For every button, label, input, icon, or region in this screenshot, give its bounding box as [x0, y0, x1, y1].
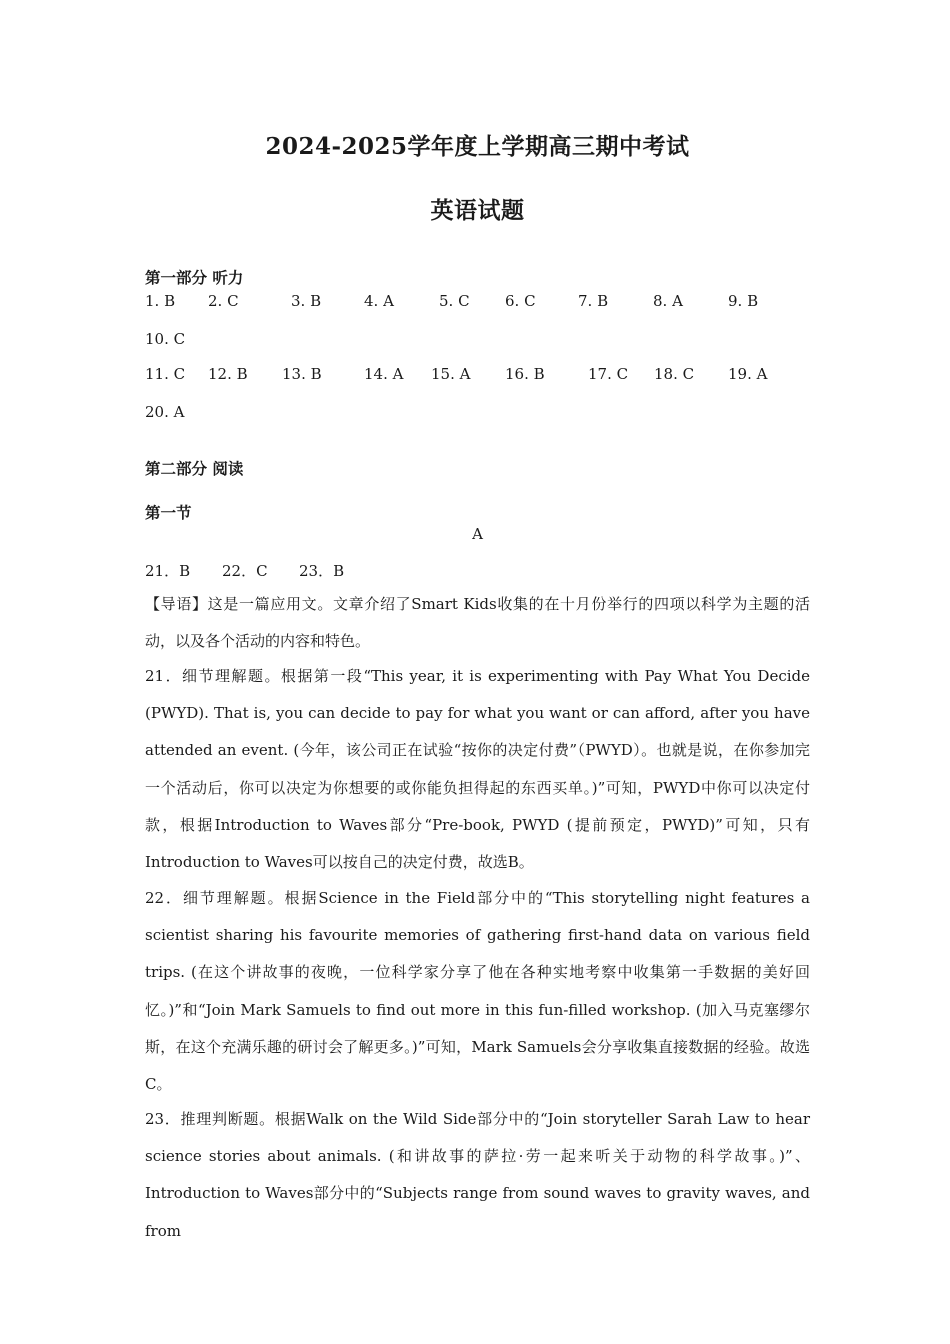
- intro-paragraph: 【导语】这是一篇应用文。文章介绍了Smart Kids收集的在十月份举行的四项以科学为主题的活动，以及各个活动的内容和特色。: [145, 595, 810, 651]
- answer-item: 11. C: [145, 365, 186, 383]
- answer-item: 12. B: [208, 365, 248, 383]
- answer-item: 15. A: [431, 365, 471, 383]
- answer-item: 21．B: [145, 562, 191, 580]
- document-title: 2024-2025学年度上学期高三期中考试: [265, 133, 690, 160]
- document-subtitle: 英语试题: [430, 197, 525, 224]
- answer-row: [145, 365, 810, 385]
- explanation-23: 23．推理判断题。根据Walk on the Wild Side部分中的“Join storyteller Sarah Law to hear science stories about animals. (和讲故事的萨拉·劳一起来听关于动物的科学故事。)”、Introduction to Waves部分中的“Subjects range from sound waves to gravity waves, and from: [145, 1110, 810, 1240]
- section1-heading: 第一节: [145, 504, 192, 522]
- answer-item: 1. B: [145, 292, 176, 310]
- answer-item: 5. C: [439, 292, 470, 310]
- answer-item: 9. B: [728, 292, 759, 310]
- part1-heading: 第一部分 听力: [145, 269, 244, 287]
- answer-item: 23．B: [299, 562, 345, 580]
- answer-item: 14. A: [364, 365, 404, 383]
- answer-item: 2. C: [208, 292, 239, 310]
- part2-heading: 第二部分 阅读: [145, 460, 244, 478]
- answer-item: 17. C: [588, 365, 629, 383]
- answer-row: [145, 560, 810, 580]
- answer-item: 10. C: [145, 330, 186, 348]
- answer-item: 8. A: [653, 292, 683, 310]
- answer-item: 16. B: [505, 365, 545, 383]
- answer-item: 3. B: [291, 292, 322, 310]
- answer-item: 19. A: [728, 365, 768, 383]
- answer-item: 4. A: [364, 292, 394, 310]
- answer-item: 13. B: [282, 365, 322, 383]
- answer-row: [145, 403, 810, 423]
- answer-row: [145, 292, 810, 312]
- passage-letter: A: [472, 525, 483, 543]
- explanation-21: 21．细节理解题。根据第一段“This year, it is experimenting with Pay What You Decide (PWYD). That is, you can decide to pay for what you want or can afford, after you have attended an event. (今年，该公司正在试验“按你的决定付费”（PWYD）。也就是说，在你参加完一个活动后，你可以决定为你想要的或你能负担得起的东西买单。)”可知，PWYD中你可以决定付款，根据Introduction to Waves部分“Pre-book, PWYD (提前预定，PWYD)”可知，只有Introduction to Waves可以按自己的决定付费，故选B。: [145, 667, 810, 872]
- answer-item: 18. C: [654, 365, 695, 383]
- answer-item: 20. A: [145, 403, 185, 421]
- answer-item: 22．C: [222, 562, 268, 580]
- explanation-22: 22．细节理解题。根据Science in the Field部分中的“This storytelling night features a scientist sharing his favourite memories of gathering first-hand data on various field trips. (在这个讲故事的夜晚，一位科学家分享了他在各种实地考察中收集第一手数据的美好回忆。)”和“Join Mark Samuels to find out more in this fun-filled workshop. (加入马克塞缪尔斯，在这个充满乐趣的研讨会了解更多。)”可知，Mark Samuels会分享收集直接数据的经验。故选C。: [145, 889, 810, 1094]
- answer-item: 6. C: [505, 292, 536, 310]
- answer-item: 7. B: [578, 292, 609, 310]
- answer-row: [145, 330, 810, 350]
